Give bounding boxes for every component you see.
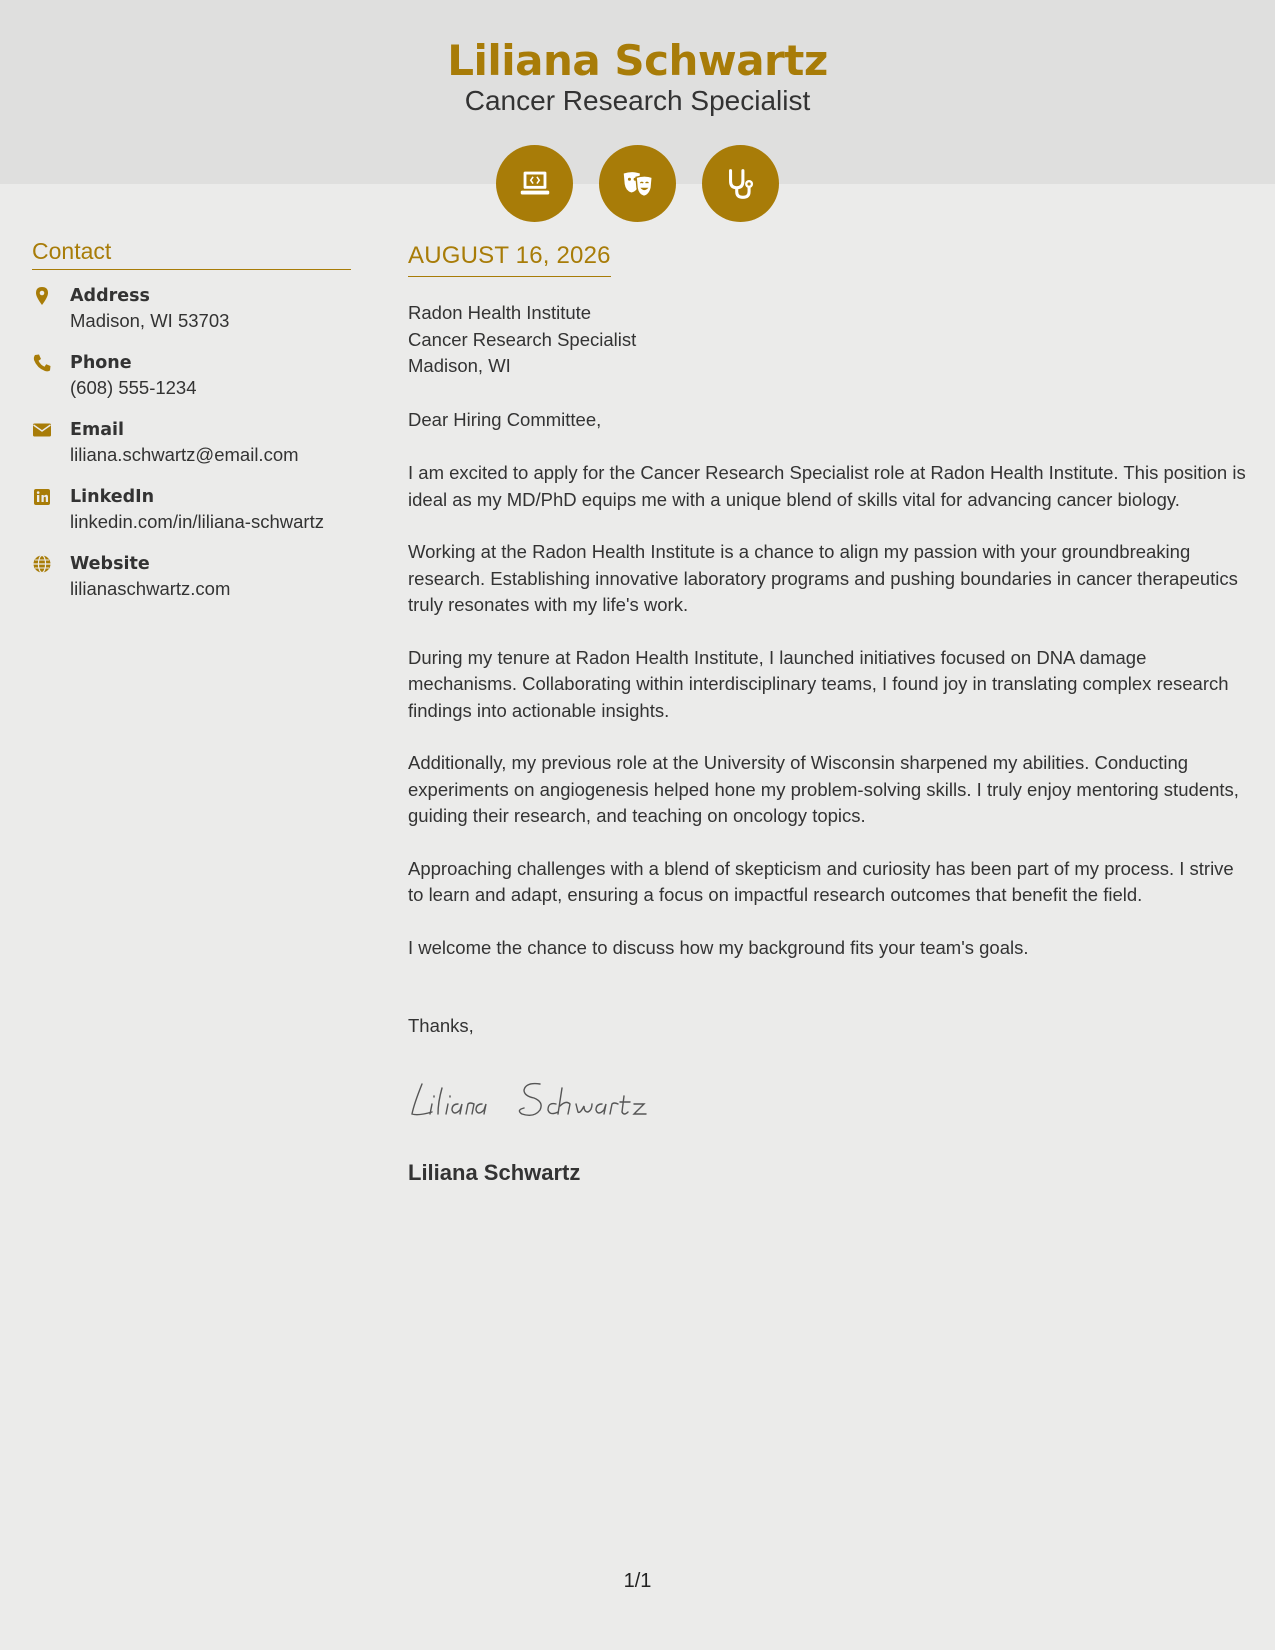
map-pin-icon bbox=[32, 286, 52, 306]
header-icons bbox=[496, 145, 779, 222]
contact-value[interactable]: linkedin.com/in/liliana-schwartz bbox=[70, 511, 324, 532]
contact-item-email bbox=[32, 418, 362, 467]
contact-value[interactable]: lilianaschwartz.com bbox=[70, 578, 231, 599]
closing: Thanks, bbox=[408, 1015, 474, 1036]
theater-masks-icon bbox=[599, 145, 676, 222]
contact-label: Address bbox=[70, 286, 150, 306]
body-paragraph: I welcome the chance to discuss how my background fits your team's goals. bbox=[408, 936, 1029, 958]
contact-item-linkedin bbox=[32, 485, 362, 534]
contact-list bbox=[32, 284, 362, 619]
contact-value: (608) 555-1234 bbox=[70, 377, 197, 398]
letter-date: AUGUST 16, 2026 bbox=[408, 242, 611, 277]
contact-heading: Contact bbox=[32, 238, 351, 270]
laptop-code-icon bbox=[496, 145, 573, 222]
signed-name: Liliana Schwartz bbox=[408, 1160, 581, 1185]
recipient-organization: Radon Health Institute bbox=[408, 302, 592, 323]
body-paragraph: Approaching challenges with a blend of skepticism and curiosity has been part of my process. I strive to learn and adapt, ensuring a focus on impactful research outcomes that benefit the field. bbox=[408, 857, 1234, 905]
handwritten-signature bbox=[408, 1074, 668, 1122]
stethoscope-icon bbox=[702, 145, 779, 222]
body-paragraph: Working at the Radon Health Institute is a chance to align my passion with your groundbreaking research. Establishing innovative laboratory programs and pushing boundaries in cancer therapeutics truly resonates with my life's work. bbox=[408, 541, 1238, 615]
envelope-icon bbox=[32, 420, 52, 440]
contact-label: Website bbox=[70, 554, 150, 574]
body-paragraph: I am excited to apply for the Cancer Research Specialist role at Radon Health Institute. This position is ideal as my MD/PhD equips me with a unique blend of skills vital for advancing cancer biology. bbox=[408, 462, 1246, 510]
contact-label: LinkedIn bbox=[70, 487, 155, 507]
applicant-title: Cancer Research Specialist bbox=[464, 85, 811, 116]
recipient-position: Cancer Research Specialist bbox=[408, 328, 637, 350]
applicant-name: Liliana Schwartz bbox=[447, 36, 828, 85]
contact-label: Phone bbox=[70, 353, 132, 373]
recipient-block bbox=[408, 300, 636, 380]
letter-body bbox=[408, 460, 1254, 987]
contact-item-website bbox=[32, 552, 362, 601]
contact-value: Madison, WI 53703 bbox=[70, 310, 230, 331]
contact-label: Email bbox=[70, 420, 124, 440]
contact-value[interactable]: liliana.schwartz@email.com bbox=[70, 444, 299, 465]
page-number: 1/1 bbox=[623, 1570, 652, 1592]
contact-item-phone bbox=[32, 351, 362, 400]
linkedin-icon bbox=[32, 487, 52, 507]
body-paragraph: During my tenure at Radon Health Institute, I launched initiatives focused on DNA damage mechanisms. Collaborating within interdisciplinary teams, I found joy in translating complex research findings into actionable insights. bbox=[408, 646, 1229, 721]
salutation: Dear Hiring Committee, bbox=[408, 409, 602, 430]
recipient-location: Madison, WI bbox=[408, 355, 511, 376]
body-paragraph: Additionally, my previous role at the University of Wisconsin sharpened my abilities. Conducting experiments on angiogenesis helped hone my problem-solving skills. I truly enjoy mentoring students, guiding their research, and teaching on oncology topics. bbox=[408, 752, 1239, 826]
phone-icon bbox=[32, 353, 52, 373]
contact-item-address bbox=[32, 284, 362, 333]
globe-icon bbox=[32, 554, 52, 574]
